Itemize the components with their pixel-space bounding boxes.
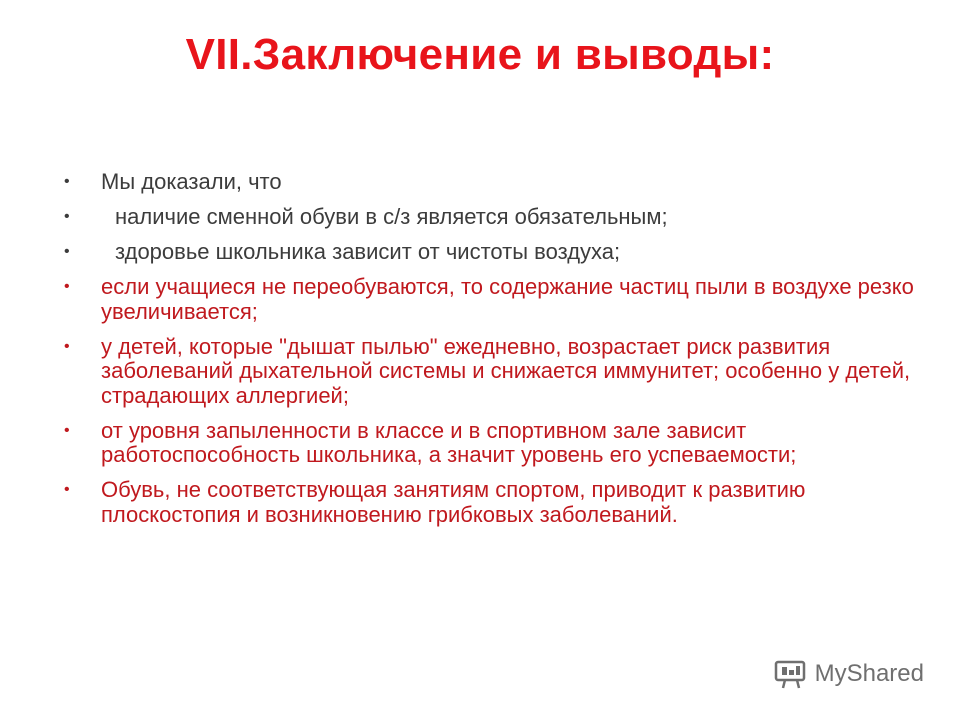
list-item <box>64 478 934 527</box>
list-item-text: если учащиеся не переобуваются, то содержание частиц пыли в воздухе резко увеличивается; <box>101 274 914 324</box>
watermark-text: MyShared <box>814 660 924 687</box>
list-item <box>64 335 934 409</box>
bullet-icon: • <box>64 243 70 260</box>
bullet-icon: • <box>64 481 70 498</box>
list-item <box>64 170 934 195</box>
bullet-icon: • <box>64 173 70 190</box>
myshared-logo-icon <box>773 658 809 690</box>
list-item <box>64 275 934 324</box>
bullet-icon: • <box>64 421 70 439</box>
bullet-icon: • <box>64 208 70 225</box>
list-item-text: Мы доказали, что <box>101 169 282 194</box>
bullet-icon: • <box>64 278 70 295</box>
conclusion-list <box>64 170 934 538</box>
list-item <box>64 240 934 265</box>
list-item-text: от уровня запыленности в классе и в спортивном зале зависит работоспособность школьника, а значит уровень его успеваемости; <box>101 417 797 467</box>
list-item <box>64 205 934 230</box>
list-item-text: Обувь, не соответствующая занятиям спортом, приводит к развитию плоскостопия и возникновению грибковых заболеваний. <box>101 477 806 527</box>
slide-title: VII.Заключение и выводы: <box>185 30 775 79</box>
list-item-text: здоровье школьника зависит от чистоты воздуха; <box>115 239 621 264</box>
list-item-text: у детей, которые "дышат пылью" ежедневно, возрастает риск развития заболеваний дыхательной системы и снижается иммунитет; особенно у детей, страдающих аллергией; <box>101 333 911 408</box>
bullet-icon: • <box>64 337 70 355</box>
myshared-watermark[interactable] <box>773 658 924 690</box>
list-item-text: наличие сменной обуви в с/з является обязательным; <box>115 204 668 229</box>
list-item <box>64 419 934 468</box>
